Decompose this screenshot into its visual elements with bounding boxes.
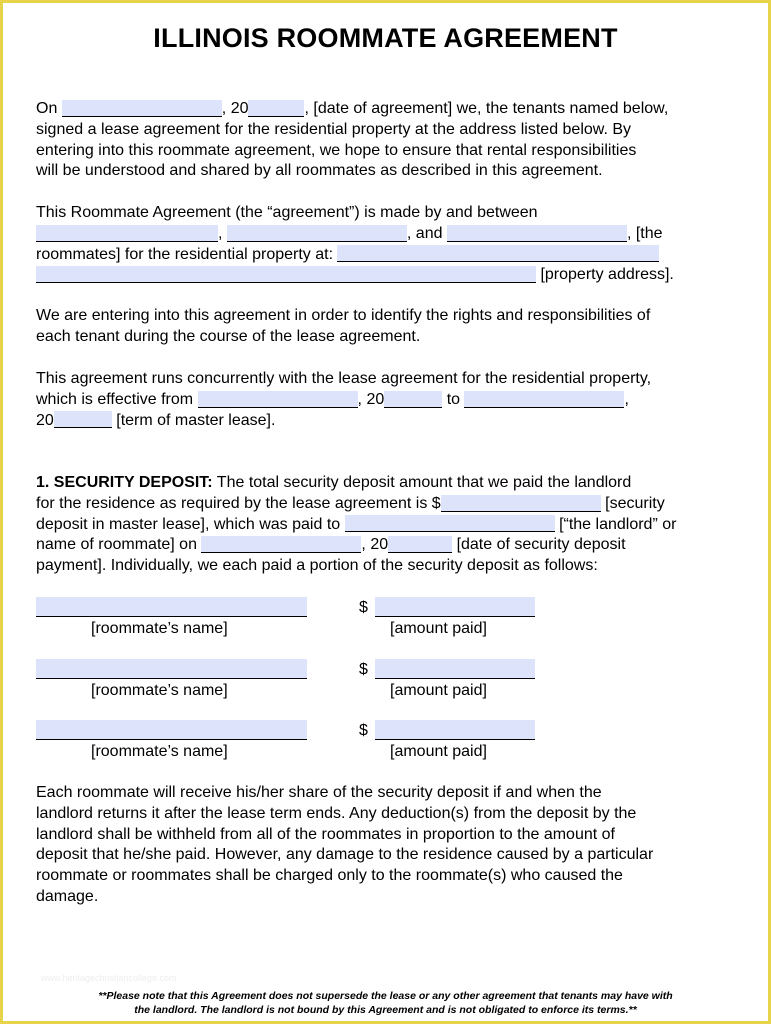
property-address-field-1[interactable] — [337, 245, 659, 262]
amount-paid-field-2[interactable] — [375, 659, 535, 679]
agreement-date-field[interactable] — [62, 100, 222, 117]
deposit-amount-field[interactable] — [441, 495, 601, 512]
deposit-return-paragraph: Each roommate will receive his/her share of the security deposit if and when the landlord returns it after the lease term ends. Any deduction(s) from the deposit by the landlord shall be withheld from all of the roommates in proportion to the amount of deposit that he/she paid. However, any damage to the residence caused by a particular roommate or roommates shall be charged only to the roommate(s) who caused the damage. — [36, 784, 654, 905]
term-paragraph: This agreement runs concurrently with the lease agreement for the residential property, which is effective from , 20 to , 20 [term of master lease]. — [36, 369, 736, 431]
amount-paid-field-1[interactable] — [375, 597, 535, 617]
line: deposit in master lease], which was paid to [“the landlord” or — [36, 515, 677, 533]
line: [property address]. — [36, 265, 736, 286]
line: which is effective from , 20 to , — [36, 390, 629, 408]
line: for the residence as required by the lease agreement is $ [security — [36, 494, 665, 512]
roommate-2-field[interactable] — [227, 225, 407, 242]
roommate-3-field[interactable] — [447, 225, 627, 242]
roommate-name-field-2[interactable] — [36, 659, 307, 679]
purpose-paragraph: We are entering into this agreement in order to identify the rights and responsibilities of each tenant during the course of the lease agreement. — [36, 307, 651, 345]
roommate-name-field-1[interactable] — [36, 597, 307, 617]
agreement-year-field[interactable] — [248, 100, 304, 117]
roommate-name-field-3[interactable] — [36, 720, 307, 740]
security-deposit-section: 1. SECURITY DEPOSIT: The total security deposit amount that we paid the landlord for the residence as required by the lease agreement is $ [security deposit in master lease], which was paid to [“the landlord” or name of roommate] on , 20 [date of security deposit payment]. Individually, we each paid a portion of the security deposit as follows: — [36, 473, 736, 577]
lease-end-date-field[interactable] — [464, 391, 624, 408]
amount-paid-field-3[interactable] — [375, 720, 535, 740]
line: 20 [term of master lease]. — [36, 411, 276, 429]
lease-start-year-field[interactable] — [384, 391, 442, 408]
line: name of roommate] on , 20 [date of security deposit — [36, 536, 626, 554]
paid-to-field[interactable] — [345, 515, 555, 532]
agreement-date-paragraph: On , 20 , [date of agreement] we, the tenants named below, signed a lease agreement for the residential property at the address listed below. By entering into this roommate agreement, we hope to ensure that rental responsibilities will be understood and shared by all roommates as described in this agreement. — [36, 99, 736, 182]
roommate-name-label: [roommate’s name] — [91, 620, 228, 637]
deposit-date-field[interactable] — [201, 536, 361, 553]
amount-paid-label: [amount paid] — [390, 743, 487, 760]
line: roommates] for the residential property at: — [36, 245, 736, 266]
line: 1. SECURITY DEPOSIT: The total security deposit amount that we paid the landlord — [36, 474, 632, 491]
amount-paid-label: [amount paid] — [390, 620, 487, 637]
lease-start-date-field[interactable] — [198, 391, 358, 408]
section-heading: 1. SECURITY DEPOSIT: — [36, 474, 213, 491]
dollar-sign: $ — [359, 599, 368, 616]
roommate-1-field[interactable] — [36, 225, 218, 242]
dollar-sign: $ — [359, 722, 368, 739]
parties-paragraph: This Roommate Agreement (the “agreement”) is made by and between , , and , [the roommates] for the residential property at: [property address]. — [36, 203, 736, 286]
watermark: www.heritagechristiancollege.com — [41, 973, 177, 983]
lease-end-year-field[interactable] — [54, 411, 112, 428]
footer-disclaimer: **Please note that this Agreement does not supersede the lease or any other agreement that tenants may have with the landlord. The landlord is not bound by this Agreement and is not obligated to enforce its terms.** — [98, 990, 673, 1016]
property-address-field-2[interactable] — [36, 266, 536, 283]
roommate-name-label: [roommate’s name] — [91, 682, 228, 699]
roommate-name-label: [roommate’s name] — [91, 743, 228, 760]
deposit-year-field[interactable] — [388, 536, 452, 553]
amount-paid-label: [amount paid] — [390, 682, 487, 699]
line: On , 20 , [date of agreement] we, the tenants named below, — [36, 100, 669, 117]
line: , , and , [the — [36, 224, 736, 245]
document-title: ILLINOIS ROOMMATE AGREEMENT — [153, 23, 618, 53]
dollar-sign: $ — [359, 661, 368, 678]
